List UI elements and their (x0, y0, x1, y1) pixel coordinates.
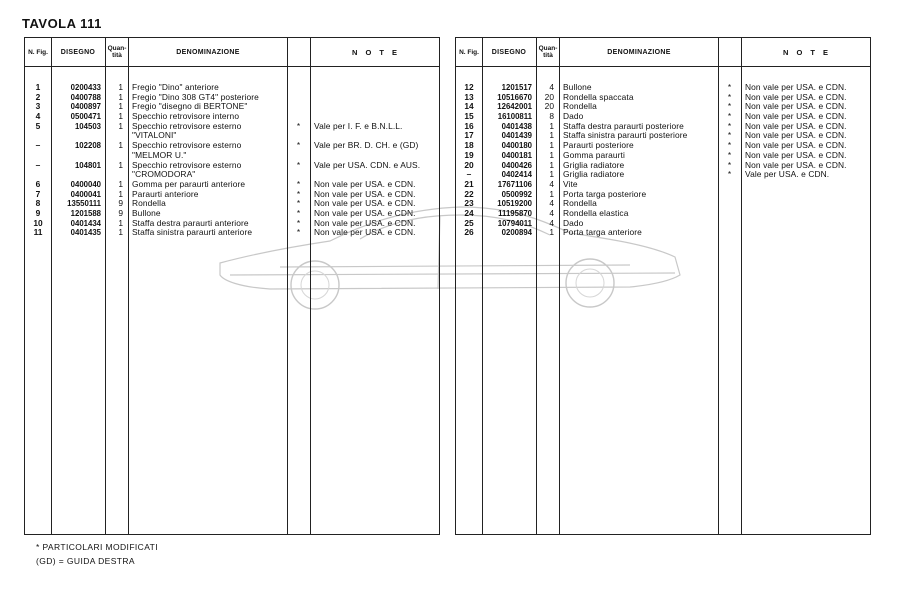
table-row (25, 161, 439, 171)
cell-disegno: 17671106 (497, 179, 532, 189)
cell-qty: 1 (549, 140, 554, 151)
cell-denominazione: "VITALONI" (132, 130, 177, 141)
cell-qty: 9 (118, 198, 123, 209)
parts-table-left (24, 37, 440, 535)
cell-fig: 21 (464, 178, 474, 189)
cell-star: * (296, 217, 301, 228)
cell-fig: 13 (464, 91, 474, 102)
cell-fig: 26 (464, 227, 474, 238)
page-title: TAVOLA 111 (22, 16, 102, 31)
cell-qty: 1 (549, 120, 554, 131)
cell-star: * (727, 120, 732, 131)
cell-note: Non vale per USA. e CDN. (314, 227, 416, 238)
cell-qty: 1 (118, 178, 123, 189)
cell-qty: 1 (549, 159, 554, 170)
table-row (25, 228, 439, 238)
cell-star: * (296, 178, 301, 189)
cell-fig: 25 (464, 217, 474, 228)
cell-disegno: 12642001 (497, 102, 532, 112)
cell-star: * (727, 111, 732, 122)
header-denominazione: DENOMINAZIONE (176, 48, 240, 56)
cell-disegno: 0402414 (501, 170, 532, 180)
cell-fig: 7 (35, 188, 41, 199)
cell-qty: 4 (549, 217, 554, 228)
cell-denominazione: Rondella (132, 198, 166, 209)
cell-denominazione: Specchio retrovisore esterno (132, 159, 242, 170)
cell-note: Non vale per USA. e CDN. (314, 198, 416, 209)
cell-disegno: 10519200 (497, 199, 532, 209)
header-note: N O T E (782, 47, 832, 57)
cell-denominazione: Fregio "Dino 308 GT4" posteriore (132, 91, 259, 102)
cell-fig: 3 (35, 101, 41, 112)
cell-disegno: 16100811 (497, 112, 532, 122)
cell-note: Non vale per USA. e CDN. (745, 120, 847, 131)
table-row (456, 228, 870, 238)
cell-denominazione: "MELMOR U." (132, 149, 187, 160)
cell-disegno: 0400041 (70, 189, 101, 199)
cell-note: Non vale per USA. e CDN. (745, 159, 847, 170)
cell-disegno: 0200894 (501, 228, 532, 238)
cell-qty: 8 (549, 111, 554, 122)
cell-denominazione: Porta targa posteriore (563, 188, 647, 199)
cell-qty: 1 (118, 159, 123, 170)
cell-qty: 1 (118, 111, 123, 122)
cell-qty: 4 (549, 198, 554, 209)
table-row (456, 219, 870, 229)
cell-note: Non vale per USA. e CDN. (745, 91, 847, 102)
cell-qty: 1 (549, 130, 554, 141)
cell-disegno: 0500992 (501, 189, 532, 199)
cell-disegno: 11195870 (498, 208, 532, 218)
cell-fig: 2 (35, 91, 41, 102)
cell-fig: 10 (33, 217, 43, 228)
cell-qty: 20 (544, 91, 554, 102)
header-qty: Quan- tità (107, 45, 127, 59)
cell-star: * (296, 198, 301, 209)
cell-qty: 1 (549, 149, 554, 160)
table-row (456, 170, 870, 180)
header-disegno: DISEGNO (491, 48, 527, 56)
cell-star: * (296, 188, 301, 199)
cell-disegno: 0400180 (501, 141, 532, 151)
cell-denominazione: Porta targa anteriore (563, 227, 642, 238)
cell-denominazione: Vite (563, 178, 578, 189)
cell-denominazione: Rondella spaccata (563, 91, 634, 102)
cell-denominazione: Dado (563, 217, 584, 228)
cell-disegno: 13550111 (67, 199, 101, 209)
cell-qty: 4 (549, 82, 554, 92)
cell-denominazione: Griglia radiatore (563, 159, 625, 170)
cell-denominazione: Dado (563, 111, 584, 122)
cell-denominazione: Paraurti anteriore (132, 188, 199, 199)
cell-denominazione: Bullone (132, 207, 161, 218)
cell-note: Non vale per USA. e CDN. (745, 140, 847, 151)
cell-star: * (296, 120, 301, 131)
parts-table-right (455, 37, 871, 535)
cell-qty: 9 (118, 207, 123, 218)
cell-disegno: 0400181 (501, 150, 532, 160)
cell-fig: 11 (33, 227, 43, 238)
cell-qty: 1 (118, 82, 123, 92)
rows-left (25, 83, 439, 238)
cell-note: Non vale per USA. e CDN. (745, 111, 847, 122)
header-fig: N. Fig. (28, 48, 48, 56)
cell-star: * (727, 140, 732, 151)
table-row (25, 122, 439, 132)
cell-disegno: 1201588 (70, 208, 101, 218)
cell-qty: 1 (549, 227, 554, 238)
table-row (456, 190, 870, 200)
cell-fig: 6 (35, 178, 41, 189)
rows-right (456, 83, 870, 238)
cell-note: Vale per USA. CDN. e AUS. (314, 159, 421, 170)
cell-fig: 20 (464, 159, 474, 170)
cell-note: Non vale per USA. e CDN. (314, 188, 416, 199)
header-fig: N. Fig. (459, 48, 479, 56)
cell-qty: 1 (118, 227, 123, 238)
cell-denominazione: Fregio "Dino" anteriore (132, 82, 219, 92)
cell-fig: 17 (464, 130, 474, 141)
cell-star: * (727, 159, 732, 170)
cell-star: * (727, 130, 732, 141)
cell-denominazione: Griglia radiatore (563, 169, 625, 180)
cell-note: Non vale per USA. e CDN. (745, 82, 847, 92)
cell-denominazione: Specchio retrovisore interno (132, 111, 240, 122)
cell-denominazione: Rondella (563, 101, 597, 112)
cell-disegno: 0400426 (501, 160, 532, 170)
table-row (25, 141, 439, 151)
cell-star: * (727, 101, 732, 112)
cell-fig: – (35, 159, 41, 170)
cell-note: Non vale per USA. e CDN. (745, 130, 847, 141)
cell-denominazione: Paraurti posteriore (563, 140, 634, 151)
table-row (456, 180, 870, 190)
cell-star: * (296, 207, 301, 218)
cell-disegno: 0401435 (70, 228, 101, 238)
cell-disegno: 0200433 (70, 83, 101, 92)
header-qty: Quan- tità (538, 45, 558, 59)
cell-note: Non vale per USA. e CDN. (745, 149, 847, 160)
footnote-modified: * PARTICOLARI MODIFICATI (36, 542, 159, 552)
cell-disegno: 0400897 (70, 102, 101, 112)
table-row (456, 199, 870, 209)
cell-fig: – (35, 140, 41, 151)
cell-disegno: 0400040 (70, 179, 101, 189)
cell-fig: 23 (464, 198, 474, 209)
cell-disegno: 0401434 (70, 218, 101, 228)
cell-disegno: 0401439 (501, 131, 532, 141)
cell-star: * (727, 149, 732, 160)
cell-fig: 8 (35, 198, 41, 209)
cell-star: * (296, 140, 301, 151)
cell-disegno: 0500471 (70, 112, 101, 122)
cell-fig: 24 (464, 207, 474, 218)
cell-denominazione: "CROMODORA" (132, 169, 196, 180)
cell-note: Vale per I. F. e B.N.L.L. (314, 120, 403, 131)
table-row (456, 209, 870, 219)
cell-note: Non vale per USA. e CDN. (314, 178, 416, 189)
cell-denominazione: Fregio "disegno di BERTONE" (132, 101, 248, 112)
header-disegno: DISEGNO (60, 48, 96, 56)
footnote-gd: (GD) = GUIDA DESTRA (36, 556, 135, 566)
cell-disegno: 1201517 (501, 83, 532, 92)
cell-qty: 4 (549, 178, 554, 189)
header-note: N O T E (351, 47, 401, 57)
cell-disegno: 0400788 (70, 92, 101, 102)
cell-fig: 22 (464, 188, 474, 199)
cell-denominazione: Rondella elastica (563, 207, 629, 218)
cell-qty: 1 (549, 188, 554, 199)
cell-denominazione: Gomma per paraurti anteriore (132, 178, 246, 189)
cell-note: Non vale per USA. e CDN. (314, 207, 416, 218)
cell-star: * (727, 169, 732, 180)
cell-note: Vale per BR. D. CH. e (GD) (314, 140, 419, 151)
cell-note: Non vale per USA. e CDN. (745, 101, 847, 112)
cell-denominazione: Staffa destra paraurti posteriore (563, 120, 684, 131)
cell-qty: 1 (118, 91, 123, 102)
cell-disegno: 102208 (74, 141, 101, 151)
cell-fig: 16 (464, 120, 474, 131)
cell-disegno: 104801 (74, 160, 101, 170)
cell-fig: 9 (35, 207, 41, 218)
cell-fig: 4 (35, 111, 41, 122)
cell-disegno: 0401438 (501, 121, 532, 131)
cell-note: Non vale per USA. e CDN. (314, 217, 416, 228)
header-denominazione: DENOMINAZIONE (607, 48, 671, 56)
cell-qty: 20 (544, 101, 554, 112)
cell-denominazione: Specchio retrovisore esterno (132, 140, 242, 151)
cell-fig: 1 (35, 82, 41, 92)
cell-qty: 4 (549, 207, 554, 218)
cell-denominazione: Rondella (563, 198, 597, 209)
cell-fig: 12 (464, 82, 474, 92)
cell-denominazione: Gomma paraurti (563, 149, 625, 160)
cell-fig: – (466, 169, 472, 180)
cell-qty: 1 (549, 169, 554, 180)
cell-denominazione: Bullone (563, 82, 592, 92)
cell-denominazione: Staffa sinistra paraurti posteriore (563, 130, 688, 141)
cell-disegno: 10794011 (497, 218, 532, 228)
cell-denominazione: Staffa sinistra paraurti anteriore (132, 227, 253, 238)
cell-fig: 15 (464, 111, 474, 122)
cell-fig: 18 (464, 140, 474, 151)
cell-denominazione: Staffa destra paraurti anteriore (132, 217, 249, 228)
cell-qty: 1 (118, 217, 123, 228)
cell-star: * (727, 91, 732, 102)
cell-star: * (727, 82, 732, 92)
cell-denominazione: Specchio retrovisore esterno (132, 120, 242, 131)
cell-fig: 5 (35, 120, 41, 131)
cell-qty: 1 (118, 140, 123, 151)
cell-star: * (296, 227, 301, 238)
cell-fig: 19 (464, 149, 474, 160)
cell-star: * (296, 159, 301, 170)
cell-qty: 1 (118, 101, 123, 112)
cell-qty: 1 (118, 120, 123, 131)
cell-fig: 14 (464, 101, 474, 112)
cell-disegno: 10516670 (497, 92, 532, 102)
cell-note: Vale per USA. e CDN. (745, 169, 830, 180)
cell-qty: 1 (118, 188, 123, 199)
cell-disegno: 104503 (74, 121, 101, 131)
